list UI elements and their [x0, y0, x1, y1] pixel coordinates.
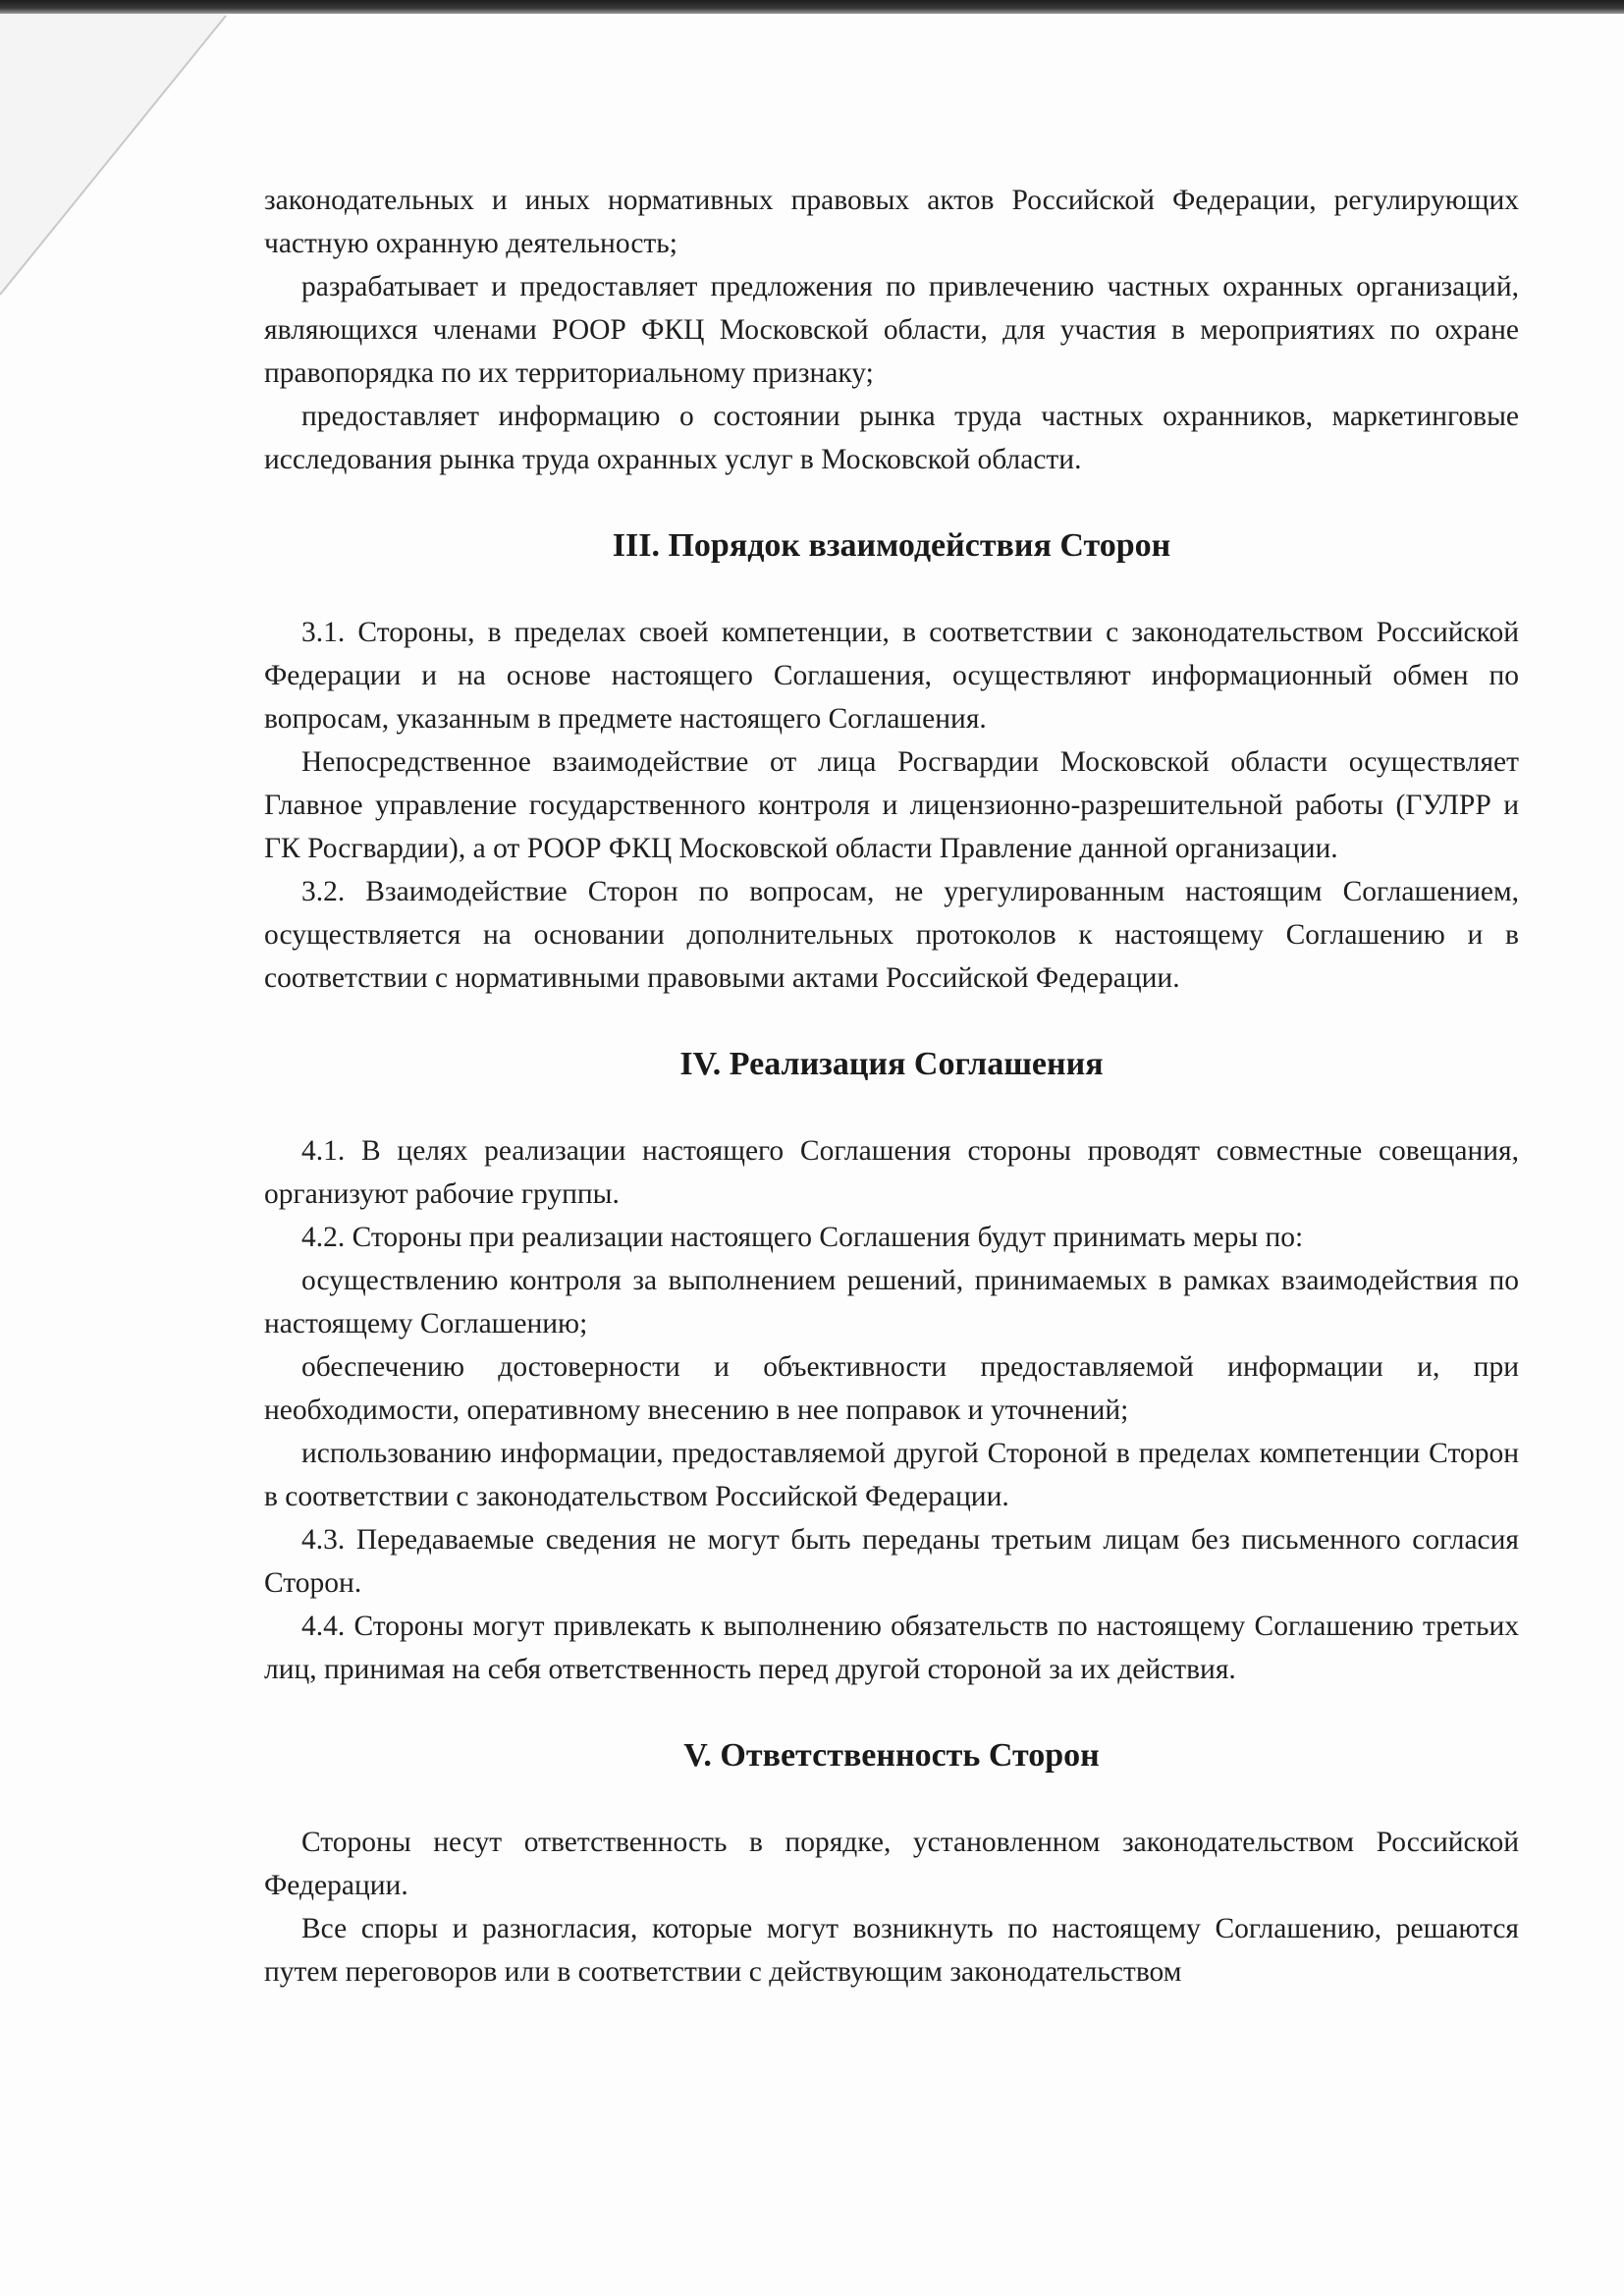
section-heading: V. Ответственность Сторон [683, 1737, 1100, 1774]
document-body [264, 179, 1519, 1994]
section-paragraph: 4.4. Стороны могут привлекать к выполнению обязательств по настоящему Соглашению третьих лиц, принимая на себя ответственность перед другой стороной за их действия. [264, 1611, 1519, 1685]
section-paragraph: использованию информации, предоставляемой другой Стороной в пределах компетенции Сторон в соответствии с законодательством Российской Федерации. [264, 1438, 1519, 1512]
section-paragraph: Все споры и разногласия, которые могут возникнуть по настоящему Соглашению, решаются путем переговоров или в соответствии с действующим законодательством [264, 1913, 1519, 1988]
section-paragraph: 4.2. Стороны при реализации настоящего Соглашения будут принимать меры по: [301, 1222, 1304, 1253]
intro-paragraph: разрабатывает и предоставляет предложения по привлечению частных охранных организаций, являющихся членами РООР ФКЦ Московской области, для участия в мероприятиях по охране правопорядка по их территориальному признаку; [264, 271, 1519, 389]
section-paragraph: 4.1. В целях реализации настоящего Соглашения стороны проводят совместные совещания, организуют рабочие группы. [264, 1135, 1519, 1210]
section-heading: IV. Реализация Соглашения [679, 1046, 1104, 1082]
scan-top-border [0, 0, 1624, 14]
section-heading: III. Порядок взаимодействия Сторон [612, 527, 1171, 564]
section-paragraph: 3.2. Взаимодействие Сторон по вопросам, не урегулированным настоящим Соглашением, осуществляется на основании дополнительных протоколов к настоящему Соглашению и в соответствии с нормативными правовыми актами Российской Федерации. [264, 876, 1519, 994]
section-paragraph: 3.1. Стороны, в пределах своей компетенции, в соответствии с законодательством Российской Федерации и на основе настоящего Соглашения, осуществляют информационный обмен по вопросам, указанным в предмете настоящего Соглашения. [264, 617, 1519, 735]
intro-paragraph: законодательных и иных нормативных правовых актов Российской Федерации, регулирующих частную охранную деятельность; [264, 185, 1519, 259]
section-paragraph: обеспечению достоверности и объективности предоставляемой информации и, при необходимости, оперативному внесению в нее поправок и уточнений; [264, 1351, 1519, 1426]
intro-paragraph: предоставляет информацию о состоянии рынка труда частных охранников, маркетинговые исследования рынка труда охранных услуг в Московской области. [264, 401, 1519, 475]
section-paragraph: Стороны несут ответственность в порядке, установленном законодательством Российской Федерации. [264, 1827, 1519, 1901]
section-paragraph: 4.3. Передаваемые сведения не могут быть переданы третьим лицам без письменного согласия Сторон. [264, 1524, 1519, 1599]
section-paragraph: осуществлению контроля за выполнением решений, принимаемых в рамках взаимодействия по настоящему Соглашению; [264, 1265, 1519, 1339]
section-paragraph: Непосредственное взаимодействие от лица Росгвардии Московской области осуществляет Главное управление государственного контроля и лицензионно-разрешительной работы (ГУЛРР и ГК Росгвардии), а от РООР ФКЦ Московской области Правление данной организации. [264, 746, 1519, 864]
